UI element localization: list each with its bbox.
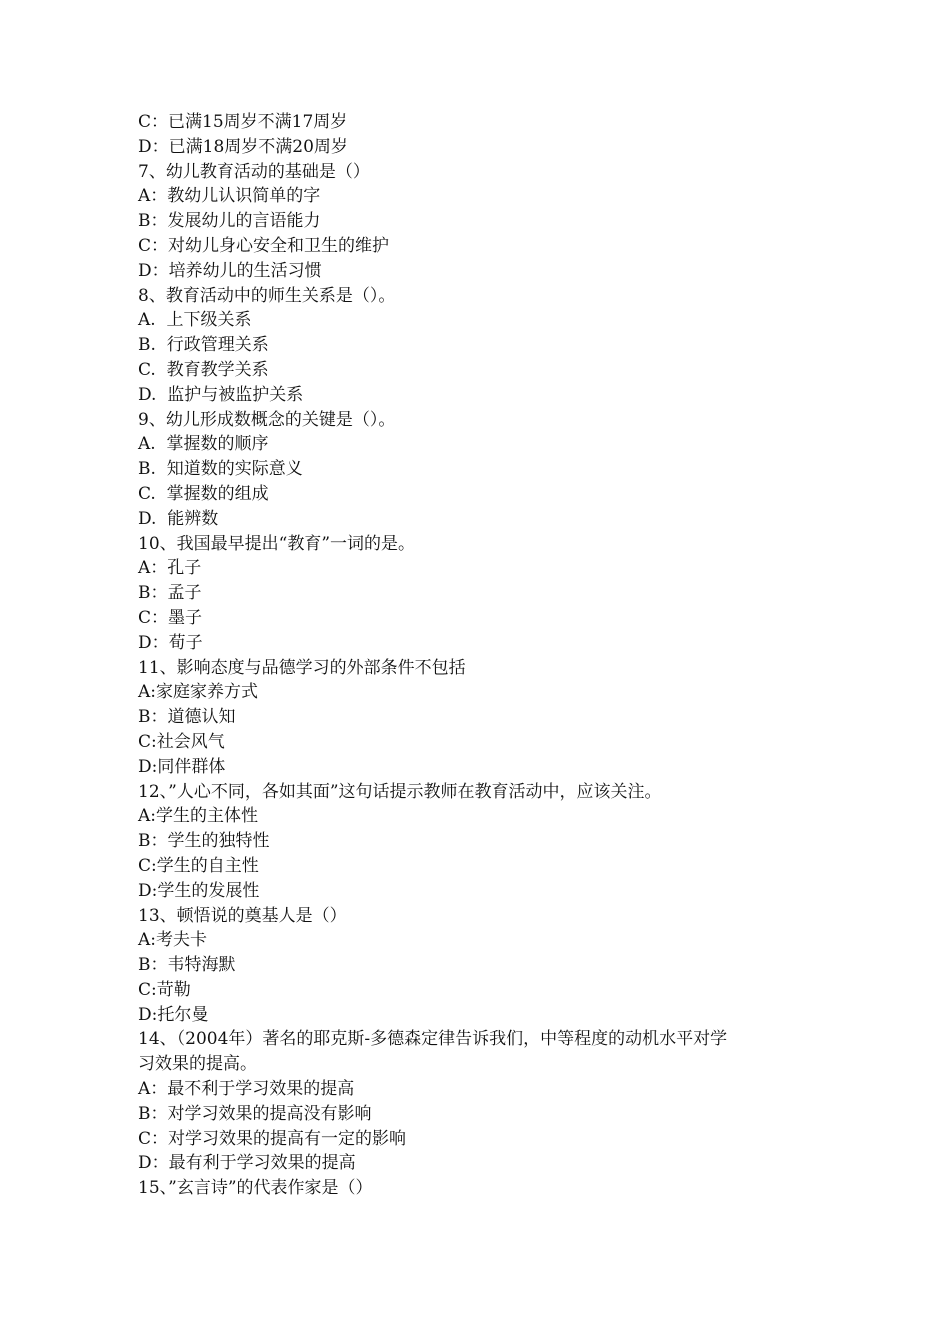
option-c-q6: C：已满15周岁不满17周岁 bbox=[138, 112, 348, 132]
question-10: 10、我国最早提出“教育”一词的是。 bbox=[138, 533, 416, 554]
option-b-q10: B：孟子 bbox=[138, 583, 202, 604]
option-b-q7: B：发展幼儿的言语能力 bbox=[138, 211, 321, 232]
option-a-q12: A:学生的主体性 bbox=[138, 806, 259, 827]
option-a-q11: A:家庭家养方式 bbox=[138, 682, 259, 703]
option-a-q10: A：孔子 bbox=[138, 558, 202, 579]
question-14-line-1: 14、（2004年）著名的耶克斯-多德森定律告诉我们，中等程度的动机水平对学 bbox=[138, 1029, 728, 1050]
option-c-q14: C：对学习效果的提高有一定的影响 bbox=[138, 1128, 407, 1149]
question-12: 12、”人心不同，各如其面”这句话提示教师在教育活动中，应该关注。 bbox=[138, 781, 662, 802]
option-b-q8: B. 行政管理关系 bbox=[138, 335, 269, 356]
option-c-q12: C:学生的自主性 bbox=[138, 855, 259, 876]
option-a-q9: A. 掌握数的顺序 bbox=[138, 434, 269, 455]
option-d-q8: D. 监护与被监护关系 bbox=[138, 384, 304, 405]
question-14-line-2: 习效果的提高。 bbox=[138, 1054, 257, 1075]
option-d-q14: D：最有利于学习效果的提高 bbox=[138, 1153, 356, 1174]
option-d-q11: D:同伴群体 bbox=[138, 756, 226, 777]
option-b-q9: B. 知道数的实际意义 bbox=[138, 459, 303, 480]
question-13: 13、顿悟说的奠基人是（） bbox=[138, 905, 347, 926]
option-a-q7: A：教幼儿认识简单的字 bbox=[138, 186, 321, 207]
option-c-q10: C：墨子 bbox=[138, 607, 203, 628]
option-a-q14: A：最不利于学习效果的提高 bbox=[138, 1079, 355, 1100]
option-c-q13: C:苛勒 bbox=[138, 979, 191, 1000]
option-d-q12: D:学生的发展性 bbox=[138, 880, 260, 901]
option-d-q9: D. 能辨数 bbox=[138, 508, 219, 529]
question-8: 8、教育活动中的师生关系是（）。 bbox=[138, 285, 396, 306]
document-body bbox=[138, 110, 808, 1201]
option-b-q12: B：学生的独特性 bbox=[138, 831, 270, 852]
option-d-q6: D：已满18周岁不满20周岁 bbox=[138, 136, 348, 157]
option-c-q8: C. 教育教学关系 bbox=[138, 359, 269, 380]
option-c-q7: C：对幼儿身心安全和卫生的维护 bbox=[138, 235, 390, 256]
question-7: 7、幼儿教育活动的基础是（） bbox=[138, 161, 370, 182]
option-b-q14: B：对学习效果的提高没有影响 bbox=[138, 1103, 372, 1124]
question-15: 15、”玄言诗”的代表作家是（） bbox=[138, 1178, 373, 1199]
option-d-q10: D：荀子 bbox=[138, 632, 203, 653]
option-a-q13: A:考夫卡 bbox=[138, 930, 208, 951]
option-c-q11: C:社会风气 bbox=[138, 731, 225, 752]
option-b-q11: B：道德认知 bbox=[138, 707, 236, 728]
option-a-q8: A. 上下级关系 bbox=[138, 310, 252, 331]
option-c-q9: C. 掌握数的组成 bbox=[138, 483, 269, 504]
option-d-q7: D：培养幼儿的生活习惯 bbox=[138, 260, 322, 281]
option-d-q13: D:托尔曼 bbox=[138, 1004, 209, 1025]
question-11: 11、影响态度与品德学习的外部条件不包括 bbox=[138, 657, 466, 678]
option-b-q13: B：韦特海默 bbox=[138, 955, 236, 976]
question-9: 9、幼儿形成数概念的关键是（）。 bbox=[138, 409, 396, 430]
